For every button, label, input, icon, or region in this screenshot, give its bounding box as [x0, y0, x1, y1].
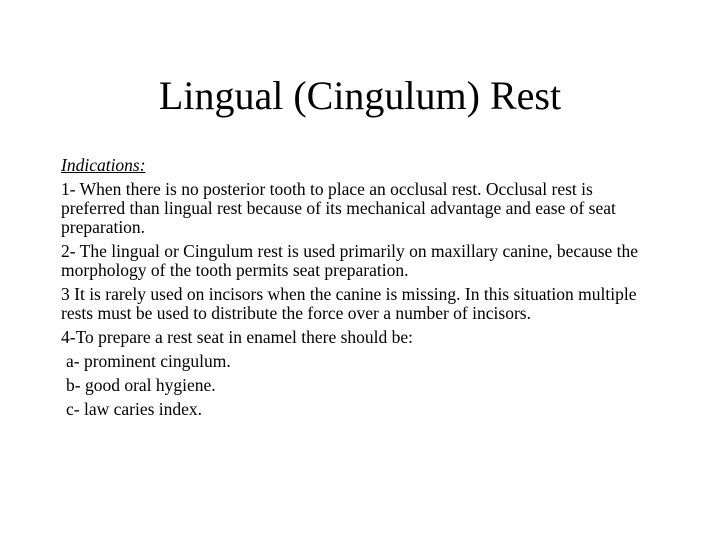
indication-paragraph-2: 2- The lingual or Cingulum rest is used primarily on maxillary canine, because the morphology of the tooth permits seat preparation. — [61, 241, 639, 280]
slide-title: Lingual (Cingulum) Rest — [158, 73, 562, 118]
indication-paragraph-4: 4-To prepare a rest seat in enamel there should be: — [61, 327, 414, 347]
indication-paragraph-1: 1- When there is no posterior tooth to place an occlusal rest. Occlusal rest is preferred than lingual rest because of its mechanical advantage and ease of seat preparation. — [61, 179, 616, 237]
slide-body — [61, 156, 661, 424]
indications-heading: Indications: — [61, 155, 146, 175]
requirement-item-b: b- good oral hygiene. — [66, 375, 216, 395]
requirement-item-a: a- prominent cingulum. — [66, 351, 231, 371]
indication-paragraph-3: 3 It is rarely used on incisors when the canine is missing. In this situation multiple rests must be used to distribute the force over a number of incisors. — [61, 284, 637, 323]
requirement-item-c: c- law caries index. — [66, 399, 203, 419]
